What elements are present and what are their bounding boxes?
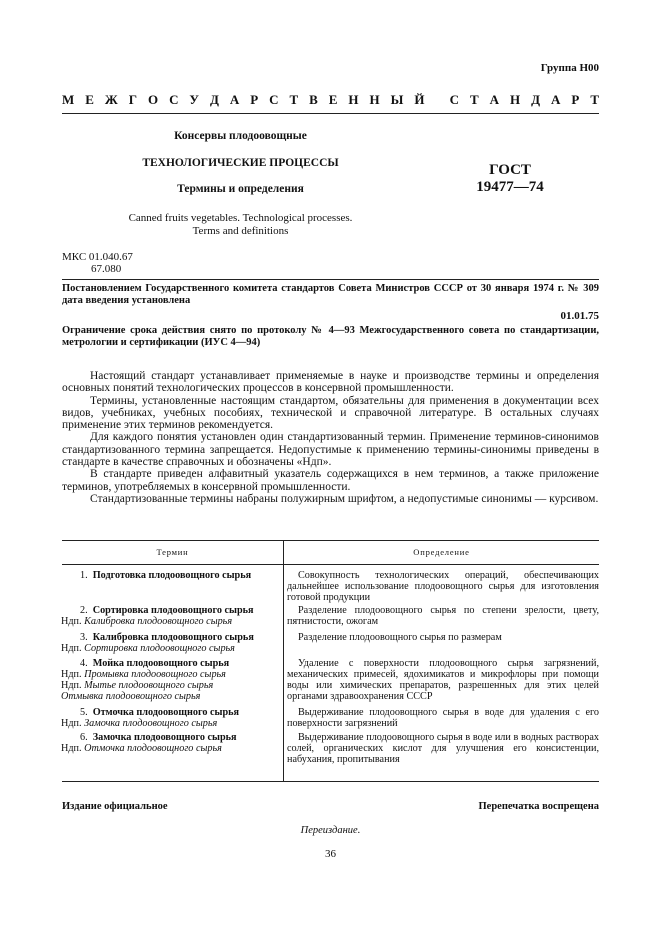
- banner-letter: Д: [209, 92, 219, 107]
- synonym-line: [61, 680, 280, 691]
- banner-letter: А: [489, 92, 500, 107]
- introduction-date: 01.01.75: [560, 310, 599, 322]
- title-processes: ТЕХНОЛОГИЧЕСКИЕ ПРОЦЕССЫ: [142, 157, 339, 169]
- group-code: Группа Н00: [540, 62, 599, 74]
- banner-letter: О: [147, 92, 159, 107]
- standard-banner: [62, 92, 599, 108]
- body-paragraph-2: Термины, установленные настоящим стандартом, обязательны для применения в документации всех видов, учебниках, учебных пособиях, технической и справочной литературе. В остальных случаях применение этих терминов рекомендуется.: [62, 394, 599, 432]
- body-paragraph-4: В стандарте приведен алфавитный указатель содержащихся в нем терминов, а также приложение терминов, употребляемых в консервной промышленности.: [62, 468, 599, 493]
- banner-letter: В: [309, 92, 318, 107]
- decree-text: Постановлением Государственного комитета стандартов Совета Министров СССР от 30 января 1974 г. № 309 дата введения установлена: [62, 283, 599, 306]
- synonym-prefix: Ндп.: [61, 680, 82, 691]
- table-row-term: [61, 707, 280, 729]
- synonym-term: Промывка плодоовощного сырья: [84, 669, 226, 680]
- gost-designation: [470, 162, 550, 196]
- banner-letter: С: [449, 92, 460, 107]
- term-number: 6.: [80, 732, 88, 743]
- term-number: 3.: [80, 632, 88, 643]
- banner-letter: Й: [414, 92, 425, 107]
- term-line: [80, 732, 280, 743]
- synonym-prefix: Ндп.: [61, 616, 82, 627]
- body-paragraph-5: Стандартизованные термины набраны полужирным шрифтом, а недопустимые синонимы — курсивом.: [90, 492, 599, 505]
- synonym-term: Отмывка плодоовощного сырья: [61, 691, 201, 702]
- banner-letter: Н: [369, 92, 380, 107]
- banner-letter: М: [62, 92, 75, 107]
- banner-letter: Т: [470, 92, 479, 107]
- banner-letter: Ж: [104, 92, 118, 107]
- table-row-definition: Разделение плодоовощного сырья по размерам: [298, 632, 502, 643]
- body-paragraph-1: Настоящий стандарт устанавливает применяемые в науке и производстве термины и определения основных понятий технологических процессов в консервной промышленности.: [62, 370, 599, 395]
- body-paragraph-3: Для каждого понятия установлен один стандартизованный термин. Применение терминов-синонимов стандартизованного термина запрещается. Недопустимые к применению термины-синонимы приведены в стандарте в качестве справочных и обозначены «Ндп».: [62, 431, 599, 469]
- title-product: Консервы плодоовощные: [174, 130, 307, 142]
- term-line: [80, 605, 280, 616]
- english-title-line1: Canned fruits vegetables. Technological processes.: [128, 212, 353, 224]
- banner-letter: Р: [571, 92, 580, 107]
- banner-letter: [435, 92, 438, 108]
- banner-letter: А: [551, 92, 561, 107]
- table-row-definition: Разделение плодоовощного сырья по степени зрелости, цвету, пятнистости, ожогам: [287, 605, 599, 627]
- english-title-line2: Terms and definitions: [192, 225, 289, 237]
- synonym-prefix: Ндп.: [61, 743, 82, 754]
- term-name: Отмочка плодоовощного сырья: [92, 707, 240, 718]
- table-row-definition: Выдерживание плодоовощного сырья в воде или в водных растворах солей, органических кислот для улучшения его консистенции, набухания, пропитывания: [287, 732, 599, 765]
- table-header-definition: Определение: [413, 547, 470, 557]
- synonym-term: Сортировка плодоовощного сырья: [84, 643, 235, 654]
- table-row-definition: Совокупность технологических операций, обеспечивающих дальнейшее использование плодоовощного сырья для изготовления готовой продукции: [287, 570, 599, 603]
- table-row-term: [61, 632, 280, 654]
- banner-letter: А: [229, 92, 240, 107]
- restriction-text: Ограничение срока действия снято по протоколу № 4—93 Межгосударственного совета по стандартизации, метрологии и сертификации (ИУС 4—94): [62, 325, 599, 348]
- synonym-line: [61, 643, 280, 654]
- synonym-prefix: Ндп.: [61, 718, 82, 729]
- term-line: [80, 658, 280, 669]
- header-rule: [62, 113, 599, 114]
- table-row-definition: Удаление с поверхности плодоовощного сырья загрязнений, механических примесей, ядохимикатов и микрофлоры при помощи воды или химических препаратов, разрешенных для этих целей органами здравоохранения СССР: [287, 658, 599, 702]
- synonym-line: [61, 616, 280, 627]
- term-name: Сортировка плодоовощного сырья: [92, 605, 254, 616]
- synonym-prefix: Ндп.: [61, 643, 82, 654]
- banner-letter: Н: [348, 92, 359, 107]
- synonym-line: [61, 669, 280, 680]
- banner-letter: С: [169, 92, 179, 107]
- synonym-term: Калибровка плодоовощного сырья: [84, 616, 233, 627]
- page-number: 36: [325, 848, 336, 860]
- table-row-definition: Выдерживание плодоовощного сырья в воде для удаления с его поверхности загрязнений: [287, 707, 599, 729]
- banner-letter: Д: [531, 92, 541, 107]
- synonym-prefix: Ндп.: [61, 669, 82, 680]
- term-line: [80, 570, 280, 581]
- term-number: 4.: [80, 658, 88, 669]
- body-text: [62, 370, 599, 505]
- table-row-term: [80, 570, 280, 581]
- synonym-term: Мытье плодоовощного сырья: [84, 680, 214, 691]
- banner-letter: У: [189, 92, 199, 107]
- mks-code-2: 67.080: [91, 263, 122, 275]
- table-bottom-rule: [62, 781, 599, 782]
- banner-letter: Н: [510, 92, 521, 107]
- gost-label: ГОСТ: [489, 162, 531, 178]
- table-header-rule: [62, 564, 599, 565]
- banner-letter: Ы: [390, 92, 404, 107]
- term-number: 2.: [80, 605, 88, 616]
- table-row-term: [61, 658, 280, 702]
- term-name: Подготовка плодоовощного сырья: [92, 570, 252, 581]
- banner-letter: Т: [590, 92, 599, 107]
- reissue-note: Переиздание.: [300, 825, 361, 836]
- table-row-term: [61, 732, 280, 754]
- term-number: 1.: [80, 570, 88, 581]
- official-edition: Издание официальное: [62, 801, 168, 812]
- term-number: 5.: [80, 707, 88, 718]
- banner-letter: Г: [128, 92, 137, 107]
- synonym-line: [61, 743, 280, 754]
- term-name: Мойка плодоовощного сырья: [92, 658, 230, 669]
- banner-letter: Р: [250, 92, 259, 107]
- title-terms: Термины и определения: [177, 183, 304, 195]
- term-name: Калибровка плодоовощного сырья: [92, 632, 254, 643]
- banner-letter: Е: [85, 92, 94, 107]
- synonym-line: [61, 718, 280, 729]
- banner-letter: Е: [328, 92, 338, 107]
- mks-code-1: МКС 01.040.67: [62, 251, 133, 263]
- term-line: [80, 632, 280, 643]
- table-top-rule: [62, 540, 599, 541]
- synonym-term: Отмочка плодоовощного сырья: [84, 743, 222, 754]
- decree-rule: [62, 279, 599, 280]
- synonym-term: Замочка плодоовощного сырья: [84, 718, 218, 729]
- term-name: Замочка плодоовощного сырья: [92, 732, 237, 743]
- synonym-line: [61, 691, 280, 702]
- reprint-prohibited: Перепечатка воспрещена: [478, 801, 599, 812]
- term-line: [80, 707, 280, 718]
- table-row-term: [61, 605, 280, 627]
- table-header-term: Термин: [156, 547, 189, 557]
- table-column-divider: [283, 540, 284, 781]
- banner-letter: С: [269, 92, 279, 107]
- banner-letter: Т: [289, 92, 299, 107]
- gost-number: 19477—74: [476, 179, 544, 195]
